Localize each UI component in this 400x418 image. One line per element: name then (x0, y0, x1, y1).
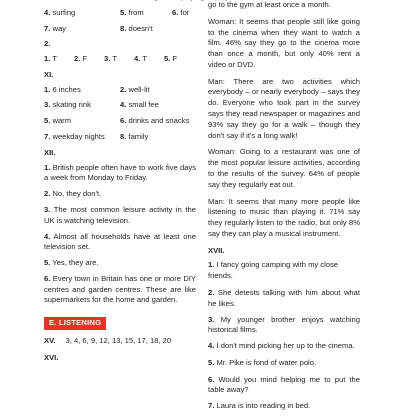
item-number: 3. (44, 100, 51, 110)
answer-text: F (172, 54, 178, 64)
answer-text: well-lit (128, 84, 150, 94)
answer-text (128, 0, 158, 1)
answer-text: Would you mind helping me to put the table away? (208, 374, 360, 395)
item-number: 2. (74, 54, 81, 64)
answer-paragraph (44, 205, 196, 227)
answer-row (44, 132, 196, 143)
answer-text: Laura is into reading in bed. (216, 401, 311, 411)
answer-row (44, 8, 196, 19)
item-number: 4. (44, 7, 51, 17)
item-number: 4. (44, 231, 51, 241)
answer-text: 3, 4, 6, 9, 12, 13, 15, 17, 18, 20 (65, 335, 172, 345)
clipped-line: go to the gym at least once a month. (208, 0, 331, 9)
item-number: 3. (208, 314, 215, 324)
answer-paragraph (44, 232, 196, 254)
listening-section-band: E. LISTENING (44, 317, 106, 330)
true-false-row (44, 54, 196, 65)
item-number: 2. (44, 189, 51, 199)
item-number: 1. (44, 84, 51, 94)
section-heading: XVI. (44, 352, 59, 362)
answer-paragraph (44, 163, 196, 185)
answer-text: doesn't (128, 23, 153, 33)
item-number: 6. (120, 116, 127, 126)
answer-text: family (128, 132, 149, 142)
section-heading: XII. (44, 147, 56, 157)
answer-row (44, 100, 196, 111)
item-number: 7. (44, 132, 51, 142)
item-number (172, 0, 178, 1)
item-number: 5. (208, 357, 215, 367)
item-number: 4. (120, 100, 127, 110)
item-number: 3. (44, 204, 51, 214)
item-number: 6. (44, 273, 51, 283)
item-number: 6. (208, 374, 215, 384)
answer-text: drinks and snacks (128, 116, 190, 126)
answer-paragraph (208, 341, 360, 352)
right-column (208, 0, 360, 418)
answer-row (44, 0, 196, 3)
section-heading: XI. (44, 69, 54, 79)
answer-text (52, 0, 63, 1)
answer-text: 6 inches (52, 84, 81, 94)
item-number: 5. (164, 54, 171, 64)
answer-paragraph (208, 288, 360, 310)
answer-paragraph (208, 260, 360, 282)
answer-text: British people often have to work five days a week from Monday to Friday. (44, 162, 196, 183)
item-number (44, 0, 50, 1)
item-number: 8. (120, 132, 127, 142)
answer-text: skating rink (52, 100, 91, 110)
transcript-paragraph: Man: It seems that many more people like listening to music than playing it. 71% say they regularly listen to the radio, but only 8% say they can play a musical instrument. (208, 196, 360, 238)
answer-row (44, 24, 196, 35)
answer-text: warm (52, 116, 72, 126)
item-number: 5. (120, 7, 127, 17)
answer-paragraph (44, 258, 196, 269)
item-number: 5. (44, 116, 51, 126)
answer-text: Almost all households have at least one television set. (44, 231, 196, 252)
item-number: 1. (44, 162, 51, 172)
answer-text: Mr. Pike is fond of water polo. (216, 357, 317, 367)
answer-text: Every town in Britain has one or more DIY centres and garden centres. These are like supermarkets for the home and garden. (44, 273, 196, 305)
item-number: 3. (104, 54, 111, 64)
item-number: 4. (208, 341, 215, 351)
item-number (120, 0, 126, 1)
section-heading: XVII. (208, 245, 225, 255)
answer-text: My younger brother enjoys watching historical films. (208, 314, 360, 335)
section-label: XV. (44, 335, 56, 345)
item-number: 8. (120, 23, 127, 33)
answer-text: The most common leisure activity in the UK is watching television. (44, 204, 196, 225)
transcript-paragraph: Woman: Going to a restaurant was one of the most popular leisure activities, according to the results of the survey. 64% of people say they regularly eat out. (208, 147, 360, 189)
answer-text: Yes, they are. (52, 258, 99, 268)
answer-text: I fancy going camping with my close friends. (208, 260, 339, 281)
answer-text: way (52, 23, 66, 33)
transcript-paragraph: Woman: It seems that people still like going to the cinema when they want to watch a film. 46% say they go to the cinema more than once a month, but only 40% rent a video or DVD. (208, 16, 360, 69)
answer-paragraph (44, 274, 196, 306)
item-number: 1. (44, 54, 51, 64)
item-number: 7. (44, 23, 51, 33)
answer-text: No, they don't. (52, 189, 102, 199)
item-number: 1. (208, 260, 215, 270)
answer-paragraph (208, 375, 360, 397)
transcript-paragraph: Man: There are two activities which everybody – or nearly everybody – says they do. Everyone who took part in the survey says they read newspaper or magazines and 93% say they go for a walk – though they don't say if it's a long walk! (208, 76, 360, 140)
answer-text: from (128, 7, 144, 17)
answer-text: T (52, 54, 57, 64)
answer-text: weekday nights (52, 132, 105, 142)
answer-row (44, 85, 196, 96)
answer-text: F (82, 54, 88, 64)
answer-paragraph (208, 358, 360, 369)
left-column (44, 0, 196, 368)
answer-text: for (180, 7, 190, 17)
answer-text: T (142, 54, 147, 64)
xv-answers (44, 336, 196, 347)
section-heading: 2. (44, 39, 51, 49)
answer-text: T (112, 54, 117, 64)
answer-text: surfing (52, 7, 76, 17)
answers-first-section (44, 0, 196, 34)
answer-paragraph (208, 315, 360, 337)
answer-paragraph (208, 401, 360, 412)
item-number: 7. (208, 401, 215, 411)
item-number: 6. (172, 7, 179, 17)
answer-text: I don't mind picking her up to the cinema. (216, 341, 355, 351)
item-number: 2. (208, 287, 215, 297)
item-number: 5. (44, 258, 51, 268)
item-number: 2. (120, 84, 127, 94)
answer-row (44, 116, 196, 127)
answer-paragraph (44, 189, 196, 200)
answer-text: She detests talking with him about what he likes. (208, 287, 360, 308)
answer-text: small fee (128, 100, 159, 110)
item-number: 4. (134, 54, 141, 64)
